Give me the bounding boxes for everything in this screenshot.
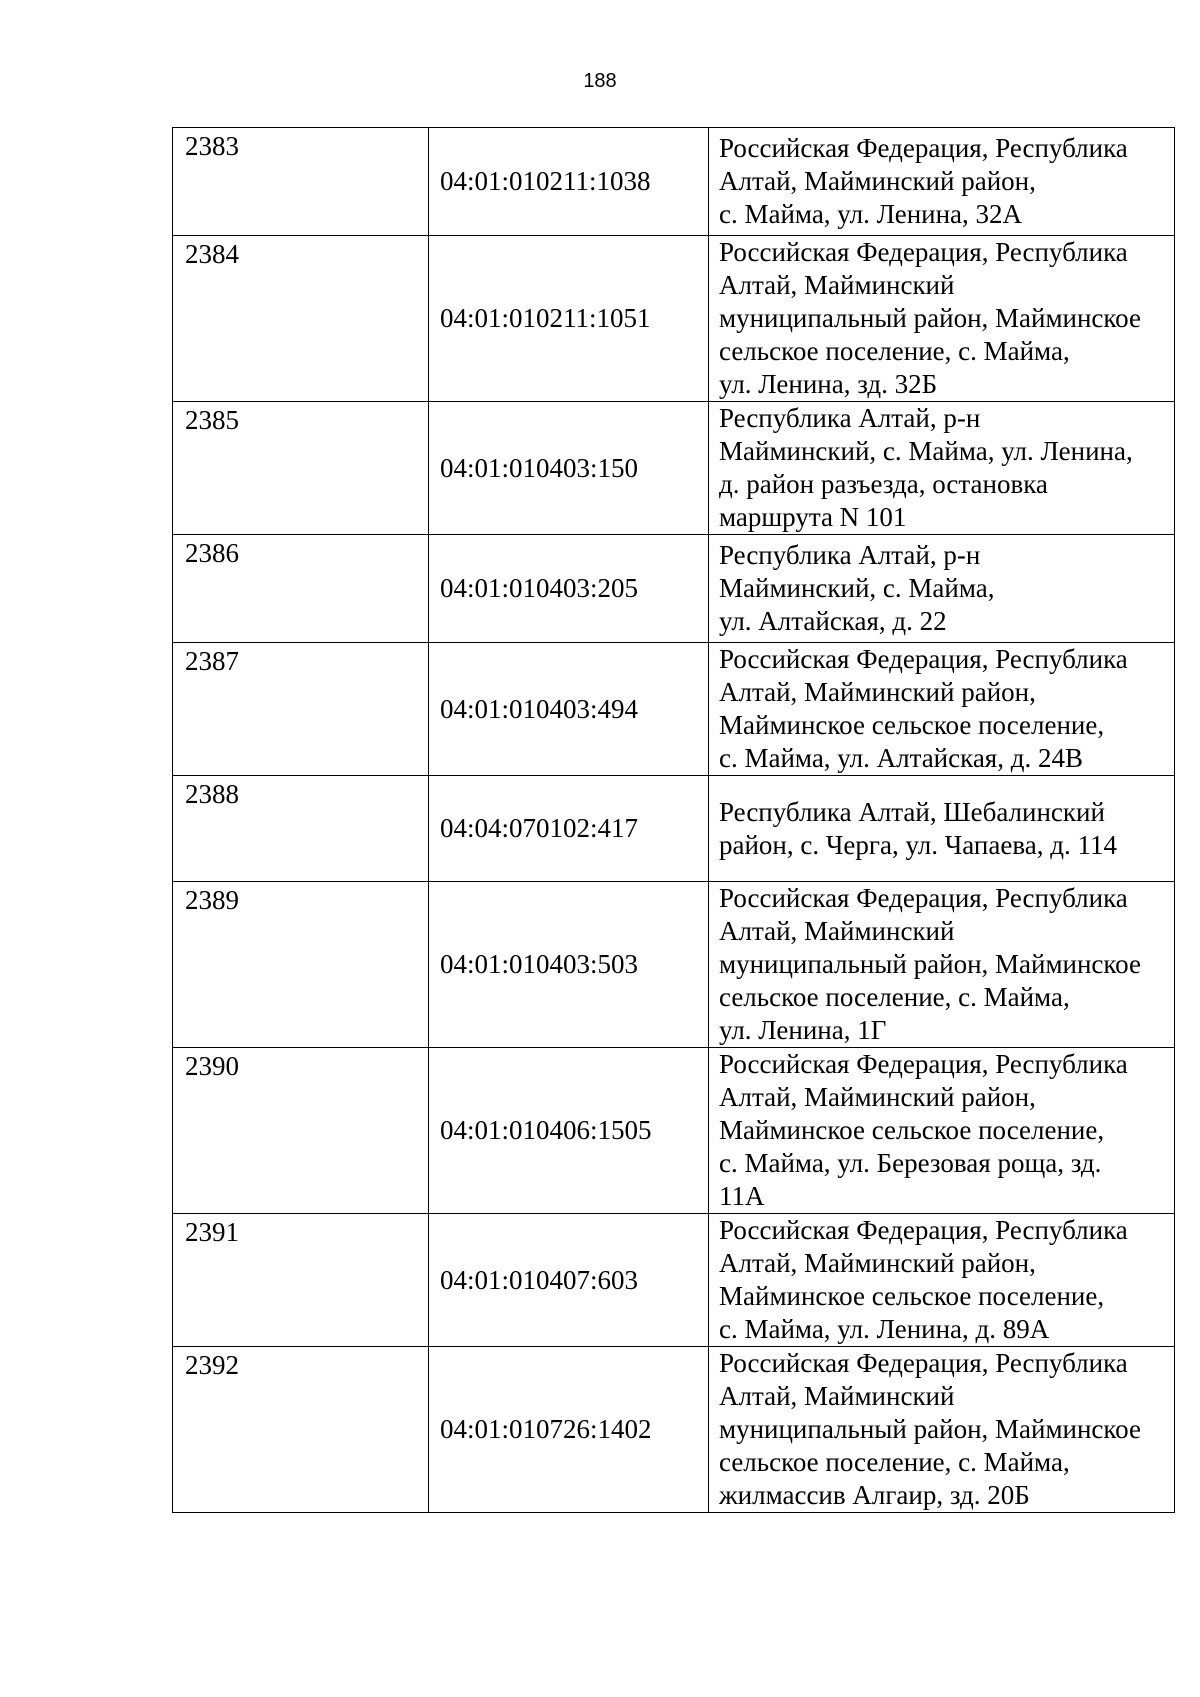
address-line: район, с. Черга, ул. Чапаева, д. 114 bbox=[719, 829, 1117, 860]
cadastral-number-cell: 04:04:070102:417 bbox=[429, 776, 709, 882]
address-line: Российская Федерация, Республика bbox=[719, 1049, 1128, 1079]
row-number-cell: 2391 bbox=[173, 1214, 429, 1347]
row-number-cell: 2384 bbox=[173, 236, 429, 402]
table-body bbox=[173, 128, 1175, 1513]
address-line: Майминский, с. Майма, bbox=[719, 573, 995, 603]
address-line: Российская Федерация, Республика bbox=[719, 133, 1128, 163]
row-number-cell: 2385 bbox=[173, 402, 429, 535]
address-line: ул. Ленина, 1Г bbox=[719, 1015, 887, 1045]
address-line: Майминское сельское поселение, bbox=[719, 710, 1105, 740]
address-line: муниципальный район, Майминское bbox=[719, 949, 1141, 979]
address-line: жилмассив Алгаир, зд. 20Б bbox=[719, 1480, 1030, 1510]
address-line: Российская Федерация, Республика bbox=[719, 1348, 1128, 1378]
address-cell bbox=[709, 1347, 1175, 1513]
address-line: сельское поселение, с. Майма, bbox=[719, 1447, 1070, 1477]
cadastral-number-cell: 04:01:010211:1038 bbox=[429, 128, 709, 236]
address-cell bbox=[709, 128, 1175, 236]
address-line: Алтай, Майминский bbox=[719, 1381, 955, 1411]
cadastral-number-cell: 04:01:010403:494 bbox=[429, 643, 709, 776]
address-line: Российская Федерация, Республика bbox=[719, 1215, 1128, 1245]
cadastral-number-cell: 04:01:010726:1402 bbox=[429, 1347, 709, 1513]
address-line: ул. Алтайская, д. 22 bbox=[719, 606, 947, 636]
address-line: маршрута N 101 bbox=[719, 502, 907, 532]
property-registry-table bbox=[172, 127, 1175, 1513]
address-line: муниципальный район, Майминское bbox=[719, 1414, 1141, 1444]
address-line: Алтай, Майминский район, bbox=[719, 1082, 1036, 1112]
cadastral-number-cell: 04:01:010407:603 bbox=[429, 1214, 709, 1347]
address-cell bbox=[709, 402, 1175, 535]
address-line: Алтай, Майминский bbox=[719, 270, 955, 300]
table-row bbox=[173, 643, 1175, 776]
address-line: Республика Алтай, р-н bbox=[719, 403, 981, 433]
cadastral-number-cell: 04:01:010403:205 bbox=[429, 535, 709, 643]
address-line: Алтай, Майминский район, bbox=[719, 1248, 1036, 1278]
address-cell bbox=[709, 535, 1175, 643]
address-line: с. Майма, ул. Ленина, д. 89А bbox=[719, 1314, 1050, 1344]
row-number-cell: 2392 bbox=[173, 1347, 429, 1513]
address-line: Майминское сельское поселение, bbox=[719, 1281, 1105, 1311]
address-line: Российская Федерация, Республика bbox=[719, 883, 1128, 913]
address-line: Российская Федерация, Республика bbox=[719, 237, 1128, 267]
row-number-cell: 2390 bbox=[173, 1048, 429, 1214]
row-number-cell: 2387 bbox=[173, 643, 429, 776]
address-cell bbox=[709, 236, 1175, 402]
address-line: с. Майма, ул. Алтайская, д. 24В bbox=[719, 743, 1083, 773]
cadastral-number-cell: 04:01:010211:1051 bbox=[429, 236, 709, 402]
address-line: сельское поселение, с. Майма, bbox=[719, 982, 1070, 1012]
address-cell bbox=[709, 1048, 1175, 1214]
address-line: Республика Алтай, р-н bbox=[719, 540, 981, 570]
row-number-cell: 2383 bbox=[173, 128, 429, 236]
address-line: Республика Алтай, Шебалинский bbox=[719, 796, 1105, 827]
address-line: муниципальный район, Майминское bbox=[719, 303, 1141, 333]
address-line: ул. Ленина, зд. 32Б bbox=[719, 369, 938, 399]
address-cell bbox=[709, 882, 1175, 1048]
address-line: 11А bbox=[719, 1181, 765, 1211]
address-line: с. Майма, ул. Березовая роща, зд. bbox=[719, 1148, 1102, 1178]
row-number-cell: 2388 bbox=[173, 776, 429, 882]
table-row bbox=[173, 535, 1175, 643]
table-row bbox=[173, 402, 1175, 535]
address-line: Российская Федерация, Республика bbox=[719, 644, 1128, 674]
row-number-cell: 2386 bbox=[173, 535, 429, 643]
address-line: д. район разъезда, остановка bbox=[719, 469, 1048, 499]
address-line: Алтай, Майминский район, bbox=[719, 677, 1036, 707]
address-line: Майминский, с. Майма, ул. Ленина, bbox=[719, 436, 1133, 466]
address-cell bbox=[709, 1214, 1175, 1347]
address-line: с. Майма, ул. Ленина, 32А bbox=[719, 199, 1023, 229]
cadastral-number-cell: 04:01:010403:150 bbox=[429, 402, 709, 535]
address-line: Алтай, Майминский район, bbox=[719, 166, 1036, 196]
table-row bbox=[173, 776, 1175, 882]
table-row bbox=[173, 1214, 1175, 1347]
table-row bbox=[173, 1048, 1175, 1214]
cadastral-number-cell: 04:01:010403:503 bbox=[429, 882, 709, 1048]
table-row bbox=[173, 1347, 1175, 1513]
cadastral-number-cell: 04:01:010406:1505 bbox=[429, 1048, 709, 1214]
table-row bbox=[173, 128, 1175, 236]
address-line: Майминское сельское поселение, bbox=[719, 1115, 1105, 1145]
address-cell bbox=[709, 776, 1175, 882]
address-line: сельское поселение, с. Майма, bbox=[719, 336, 1070, 366]
address-cell bbox=[709, 643, 1175, 776]
page-number: 188 bbox=[583, 70, 617, 92]
address-line: Алтай, Майминский bbox=[719, 916, 955, 946]
table-row bbox=[173, 882, 1175, 1048]
row-number-cell: 2389 bbox=[173, 882, 429, 1048]
table-row bbox=[173, 236, 1175, 402]
